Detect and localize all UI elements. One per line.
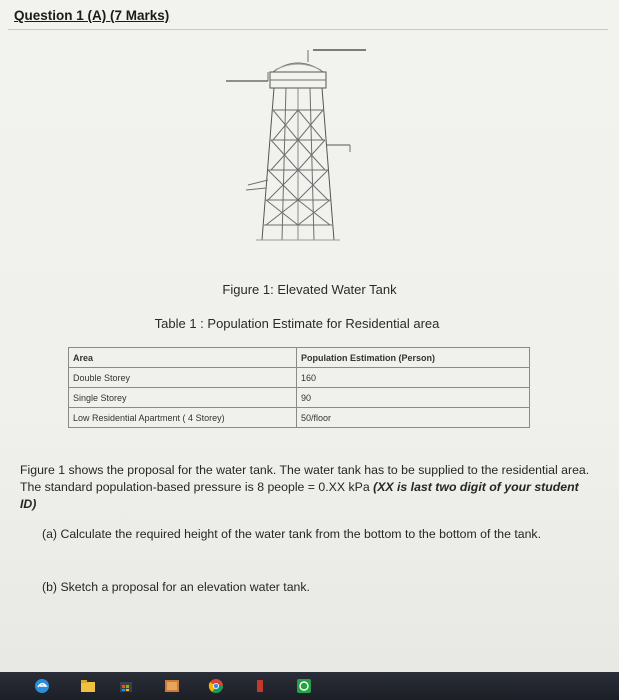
- table-header-row: [69, 348, 530, 368]
- figure-caption: Figure 1: Elevated Water Tank: [222, 282, 397, 297]
- table-cell: Single Storey: [69, 388, 297, 408]
- part-a-text: Calculate the required height of the water tank from the bottom to the bottom of the tank.: [60, 527, 541, 541]
- part-a: [42, 526, 590, 543]
- table-row: [69, 408, 530, 428]
- chrome-icon[interactable]: [208, 678, 224, 694]
- part-b-label: (b): [42, 580, 58, 594]
- intro-paragraph: [20, 462, 590, 513]
- table-cell: 50/floor: [297, 408, 530, 428]
- table-header-cell: Area: [69, 348, 297, 368]
- table-cell: 90: [297, 388, 530, 408]
- intro-bold-text: (XX is last two digit of your student ID): [20, 480, 579, 511]
- file-explorer-icon[interactable]: [80, 678, 96, 694]
- photos-icon[interactable]: [164, 678, 180, 694]
- water-tank-figure: [218, 40, 378, 250]
- part-b: [42, 580, 310, 594]
- part-a-label: (a): [42, 527, 58, 541]
- table-cell: 160: [297, 368, 530, 388]
- whatsapp-icon[interactable]: [296, 678, 312, 694]
- table-header-cell: Population Estimation (Person): [297, 348, 530, 368]
- store-icon[interactable]: [118, 678, 134, 694]
- table-cell: Low Residential Apartment ( 4 Storey): [69, 408, 297, 428]
- question-heading: Question 1 (A) (7 Marks): [14, 8, 170, 23]
- part-b-text: Sketch a proposal for an elevation water tank.: [60, 580, 310, 594]
- edge-icon[interactable]: [34, 678, 50, 694]
- heading-divider: [8, 29, 608, 30]
- table-row: [69, 368, 530, 388]
- app-icon[interactable]: [252, 678, 268, 694]
- intro-text: Figure 1 shows the proposal for the water tank. The water tank has to be supplied to the residential area. The standard population-based pressure is 8 people = 0.XX kPa: [20, 463, 590, 494]
- table-cell: Double Storey: [69, 368, 297, 388]
- population-table: [68, 347, 530, 428]
- taskbar: [0, 672, 619, 700]
- table-caption: Table 1 : Population Estimate for Residential area: [154, 316, 440, 331]
- table-row: [69, 388, 530, 408]
